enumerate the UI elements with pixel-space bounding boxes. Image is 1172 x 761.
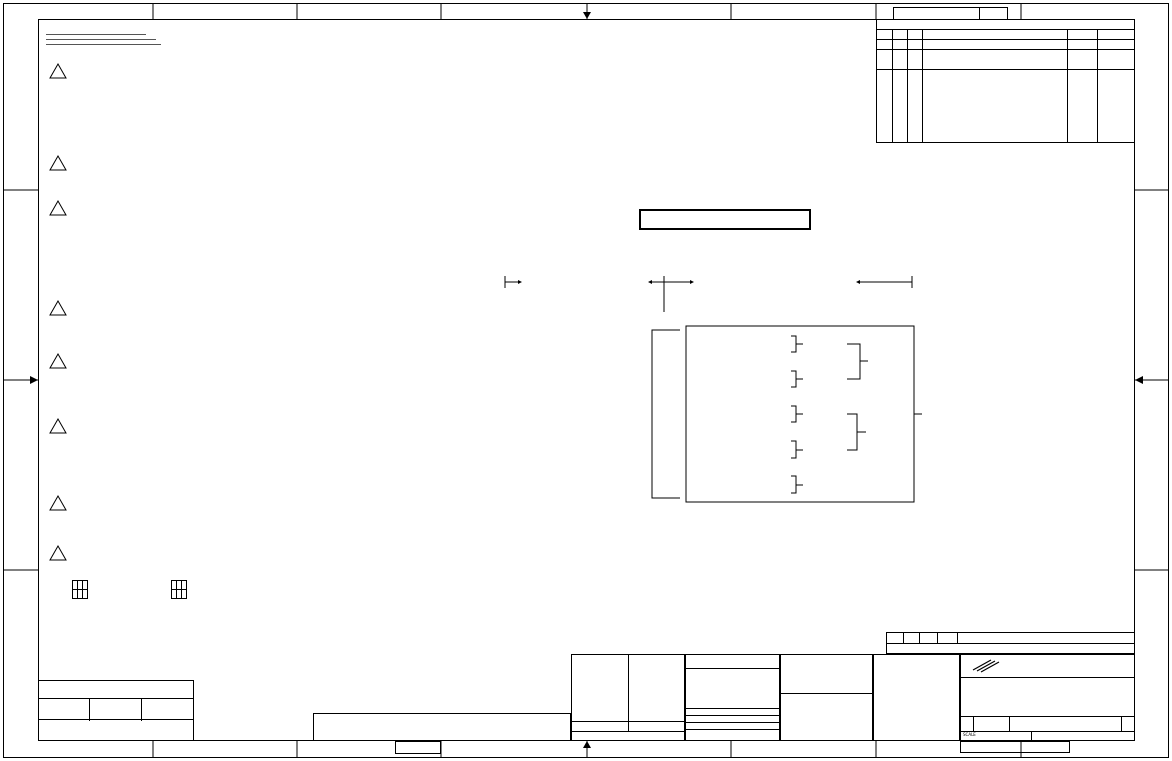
rule [887,643,1134,644]
rule [686,668,779,669]
parts-list-block [886,632,1135,654]
shield-note-box [614,337,674,487]
spec-cols [39,698,193,720]
rule [1121,716,1122,731]
spec-block [38,680,194,741]
rule [961,677,1134,678]
tolerances-block [685,654,780,741]
rule [973,716,974,731]
material-finish-block [780,654,873,741]
rule [686,715,779,716]
rule [686,722,779,723]
spec-band [39,681,193,699]
rule [919,633,920,643]
rule [781,693,872,694]
andrew-logo [969,658,1041,674]
inspection-procedures [90,698,142,721]
rule [686,708,779,709]
test-procedures [142,698,193,721]
rule [961,731,1134,732]
logo-mark-icon [969,658,1041,674]
rule [903,633,904,643]
rev-strip [960,741,1070,753]
mfg-processes [39,698,90,721]
rule [572,731,684,732]
title-block [960,654,1135,741]
cad-file-box [395,741,441,754]
rule [937,633,938,643]
rule [957,633,958,643]
rule [961,716,1134,717]
signoff-block [873,654,960,741]
rule [1009,716,1010,731]
rule [686,729,779,730]
application-block [571,654,685,741]
fine-print [316,716,568,738]
rule [1031,731,1032,741]
proprietary-notice [313,713,571,741]
scale-label: SCALE [963,732,976,737]
rule [628,655,629,731]
